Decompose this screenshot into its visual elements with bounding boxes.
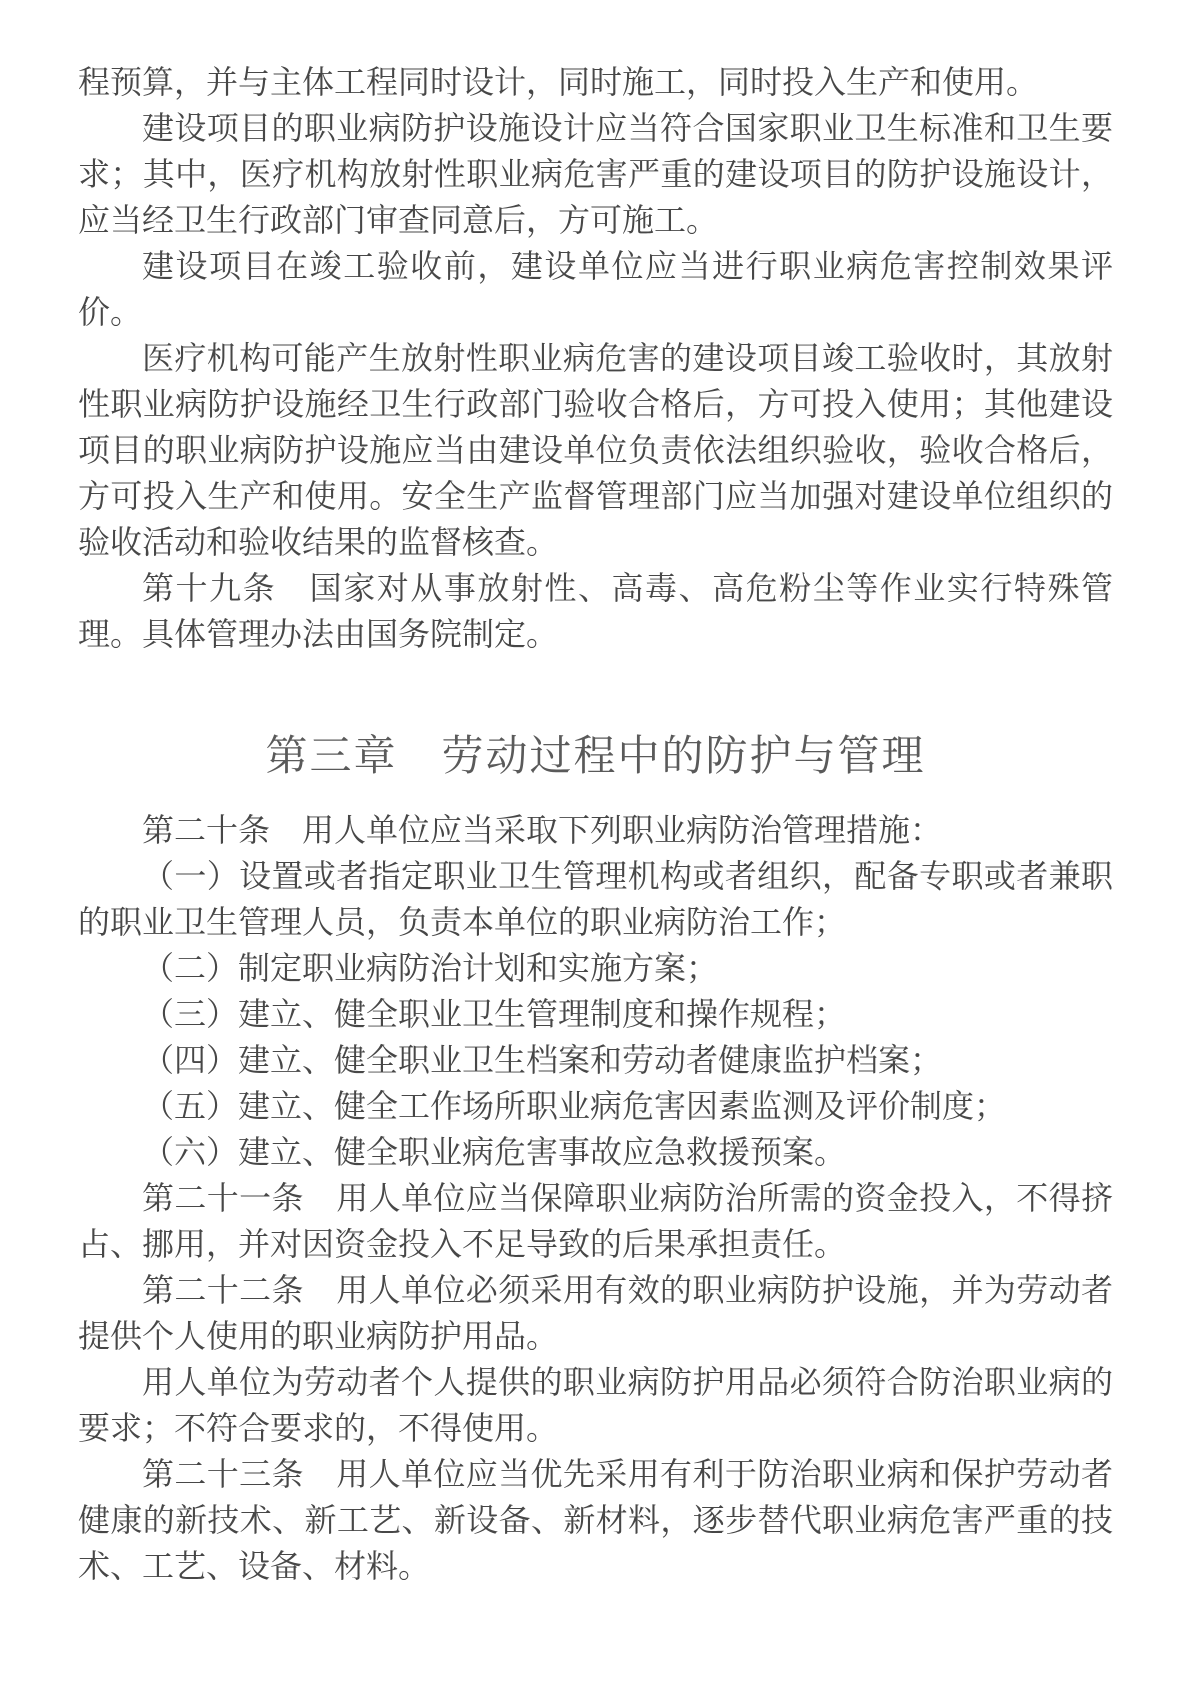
paragraph: 第二十一条 用人单位应当保障职业病防治所需的资金投入，不得挤占、挪用，并对因资金投入不足导致的后果承担责任。	[78, 1180, 1113, 1262]
paragraph: （六）建立、健全职业病危害事故应急救援预案。	[142, 1134, 847, 1170]
paragraph: 第十九条 国家对从事放射性、高毒、高危粉尘等作业实行特殊管理。具体管理办法由国务院制定。	[78, 570, 1113, 652]
paragraph: 第二十二条 用人单位必须采用有效的职业病防护设施，并为劳动者提供个人使用的职业病防护用品。	[78, 1272, 1113, 1354]
paragraph: （三）建立、健全职业卫生管理制度和操作规程；	[142, 996, 847, 1032]
paragraph: 第二十三条 用人单位应当优先采用有利于防治职业病和保护劳动者健康的新技术、新工艺、新设备、新材料，逐步替代职业病危害严重的技术、工艺、设备、材料。	[78, 1456, 1113, 1584]
paragraph: 用人单位为劳动者个人提供的职业病防护用品必须符合防治职业病的要求；不符合要求的，不得使用。	[78, 1364, 1113, 1446]
paragraph: 建设项目的职业病防护设施设计应当符合国家职业卫生标准和卫生要求；其中，医疗机构放射性职业病危害严重的建设项目的防护设施设计，应当经卫生行政部门审查同意后，方可施工。	[78, 110, 1113, 238]
paragraph: （五）建立、健全工作场所职业病危害因素监测及评价制度；	[142, 1088, 1007, 1124]
paragraph: 第二十条 用人单位应当采取下列职业病防治管理措施：	[142, 812, 943, 848]
paragraph: 医疗机构可能产生放射性职业病危害的建设项目竣工验收时，其放射性职业病防护设施经卫生行政部门验收合格后，方可投入使用；其他建设项目的职业病防护设施应当由建设单位负责依法组织验收，验收合格后，方可投入生产和使用。安全生产监督管理部门应当加强对建设单位组织的验收活动和验收结果的监督核查。	[78, 340, 1113, 560]
chapter-heading: 第三章 劳动过程中的防护与管理	[265, 734, 926, 780]
paragraph: （二）制定职业病防治计划和实施方案；	[142, 950, 719, 986]
paragraph: 建设项目在竣工验收前，建设单位应当进行职业病危害控制效果评价。	[78, 248, 1113, 330]
paragraph: （一）设置或者指定职业卫生管理机构或者组织，配备专职或者兼职的职业卫生管理人员，负责本单位的职业病防治工作；	[78, 858, 1113, 940]
paragraph: （四）建立、健全职业卫生档案和劳动者健康监护档案；	[142, 1042, 943, 1078]
paragraph-continuation: 程预算，并与主体工程同时设计，同时施工，同时投入生产和使用。	[78, 64, 1039, 100]
